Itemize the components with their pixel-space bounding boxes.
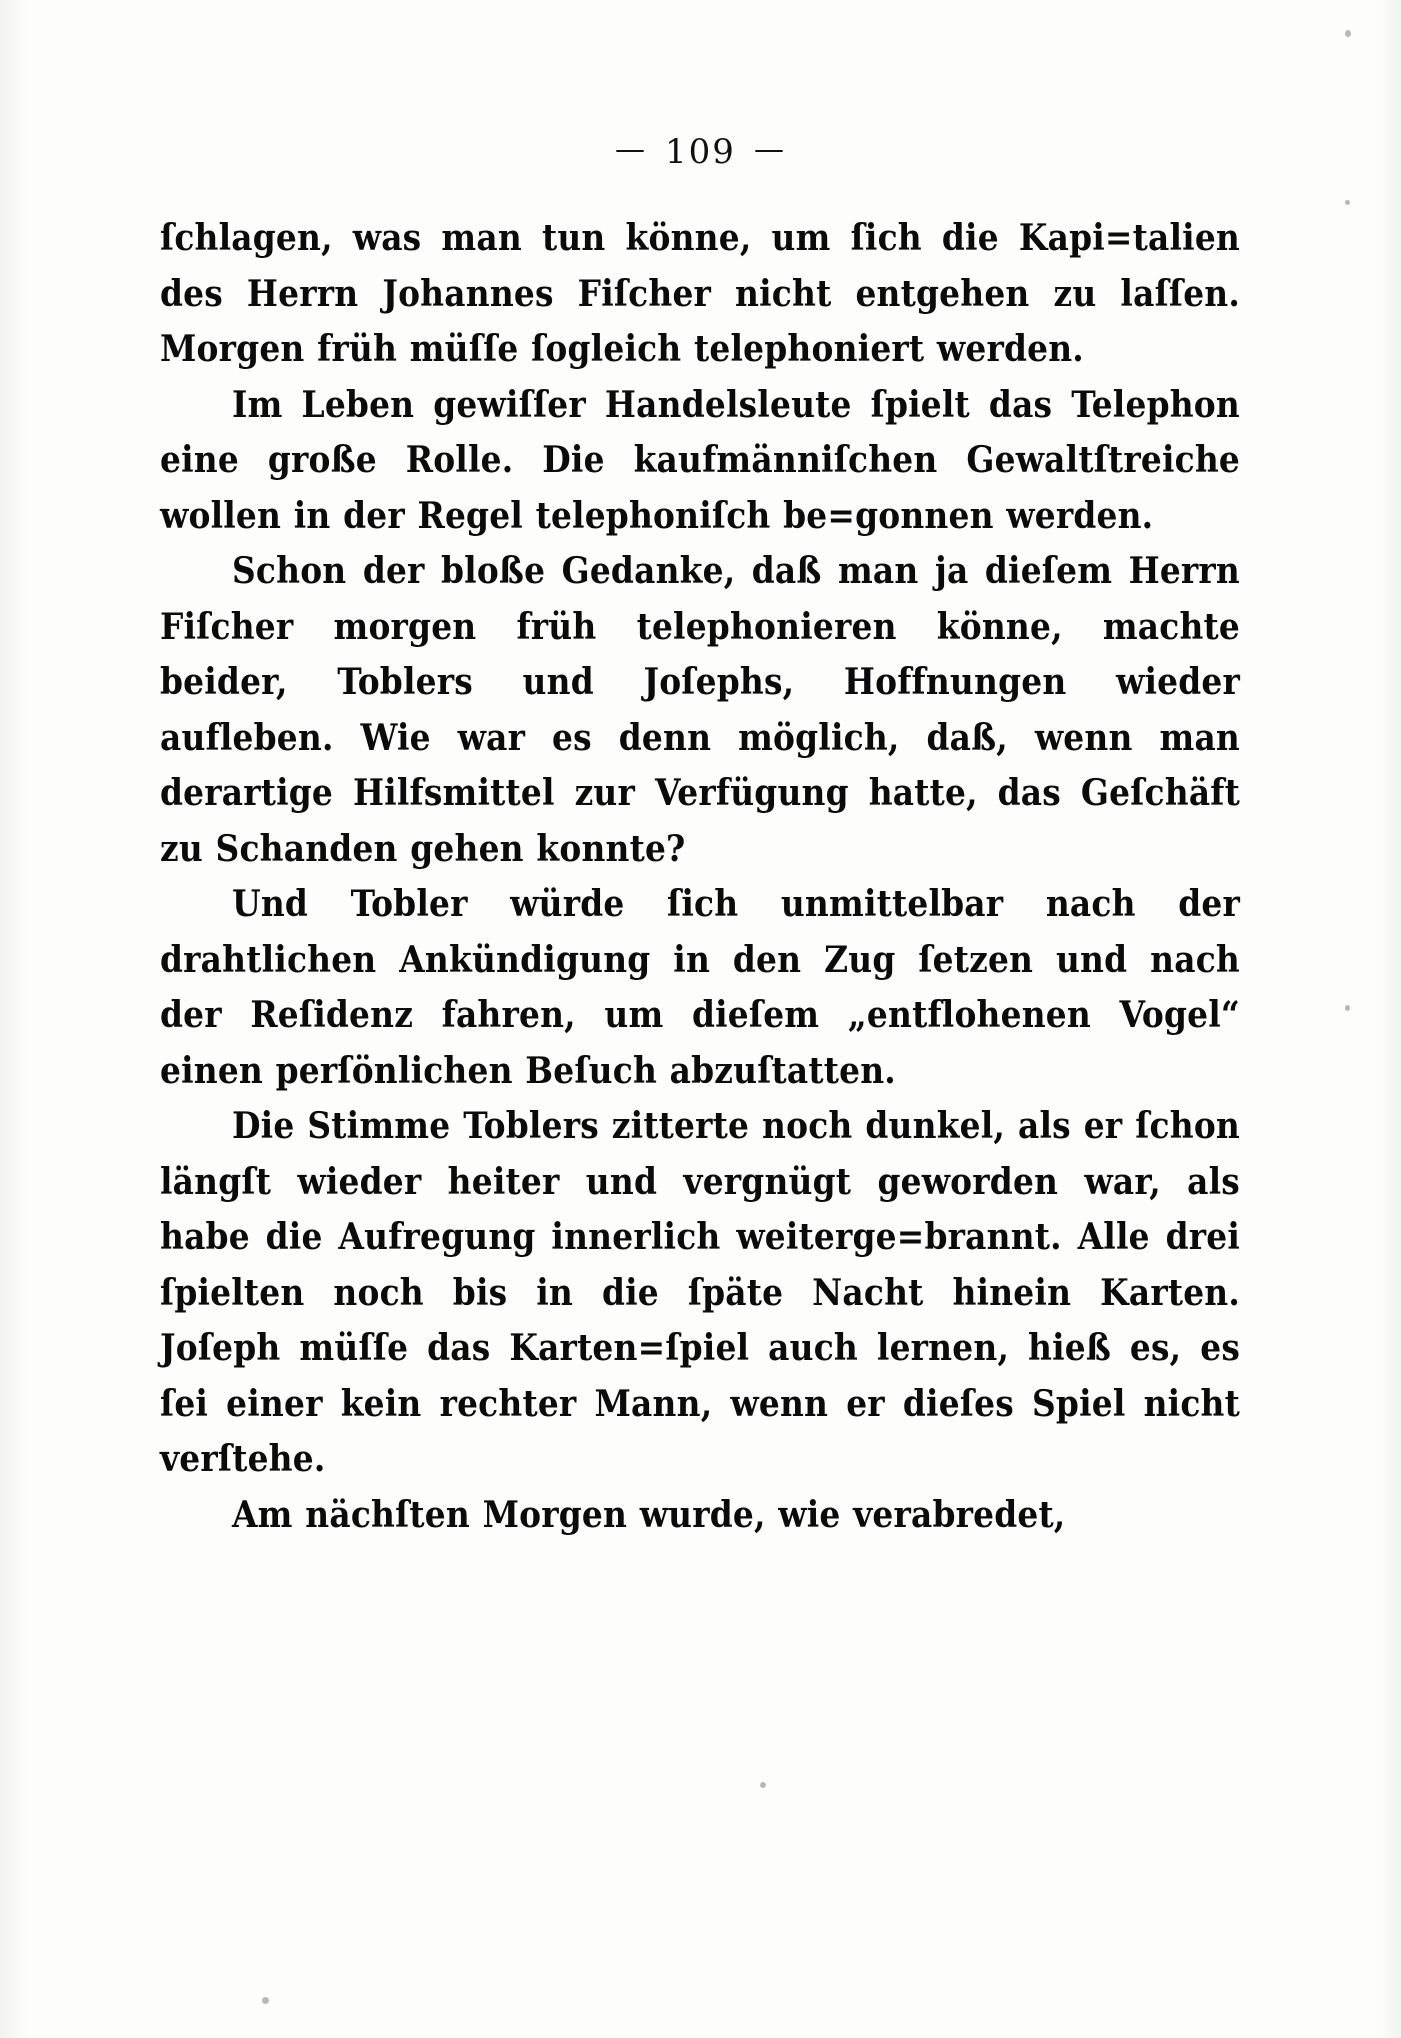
paragraph: Im Leben gewiſſer Handelsleute ſpielt das Telephon eine große Rolle. Die kaufmänniſchen Gewaltſtreiche wollen in der Regel telephoniſch be=gonnen werden. bbox=[160, 382, 1240, 537]
scan-speck bbox=[1345, 30, 1351, 37]
page-number-dash-right: — bbox=[753, 132, 786, 167]
scan-speck bbox=[760, 1782, 766, 1788]
paragraph: Schon der bloße Gedanke, daß man ja dieſem Herrn Fiſcher morgen früh telephonieren könne, machte beider, Toblers und Joſephs, Hoffnungen wieder aufleben. Wie war es denn möglich, daß, wenn man derartige Hilfsmittel zur Verfügung hatte, das Geſchäft zu Schanden gehen konnte? bbox=[160, 549, 1240, 870]
paragraph: Die Stimme Toblers zitterte noch dunkel, als er ſchon längſt wieder heiter und vergnügt geworden war, als habe die Aufregung innerlich weiterge=brannt. Alle drei ſpielten noch bis in die ſpäte Nacht hinein Karten. Joſeph müſſe das Karten=ſpiel auch lernen, hieß es, es ſei einer kein rechter Mann, wenn er dieſes Spiel nicht verſtehe. bbox=[160, 1104, 1240, 1480]
body-text bbox=[160, 210, 1240, 1542]
scan-edge-left bbox=[0, 0, 26, 2038]
scan-edge-right bbox=[1375, 0, 1401, 2038]
page-header bbox=[0, 132, 1401, 172]
page-number-dash-left: — bbox=[615, 132, 648, 167]
paragraph: Am nächſten Morgen wurde, wie verabredet, bbox=[232, 1492, 1066, 1536]
paragraph: ſchlagen, was man tun könne, um ſich die Kapi=talien des Herrn Johannes Fiſcher nicht entgehen zu laſſen. Morgen früh müſſe ſogleich telephoniert werden. bbox=[160, 216, 1240, 370]
scan-speck bbox=[1345, 200, 1350, 205]
paragraph: Und Tobler würde ſich unmittelbar nach der drahtlichen Ankündigung in den Zug ſetzen und nach der Reſidenz fahren, um dieſem „entflohenen Vogel“ einen perſönlichen Beſuch abzuſtatten. bbox=[160, 882, 1240, 1092]
scan-speck bbox=[262, 1997, 269, 2004]
page-number: 109 bbox=[665, 132, 736, 172]
scan-speck bbox=[1345, 1005, 1350, 1011]
